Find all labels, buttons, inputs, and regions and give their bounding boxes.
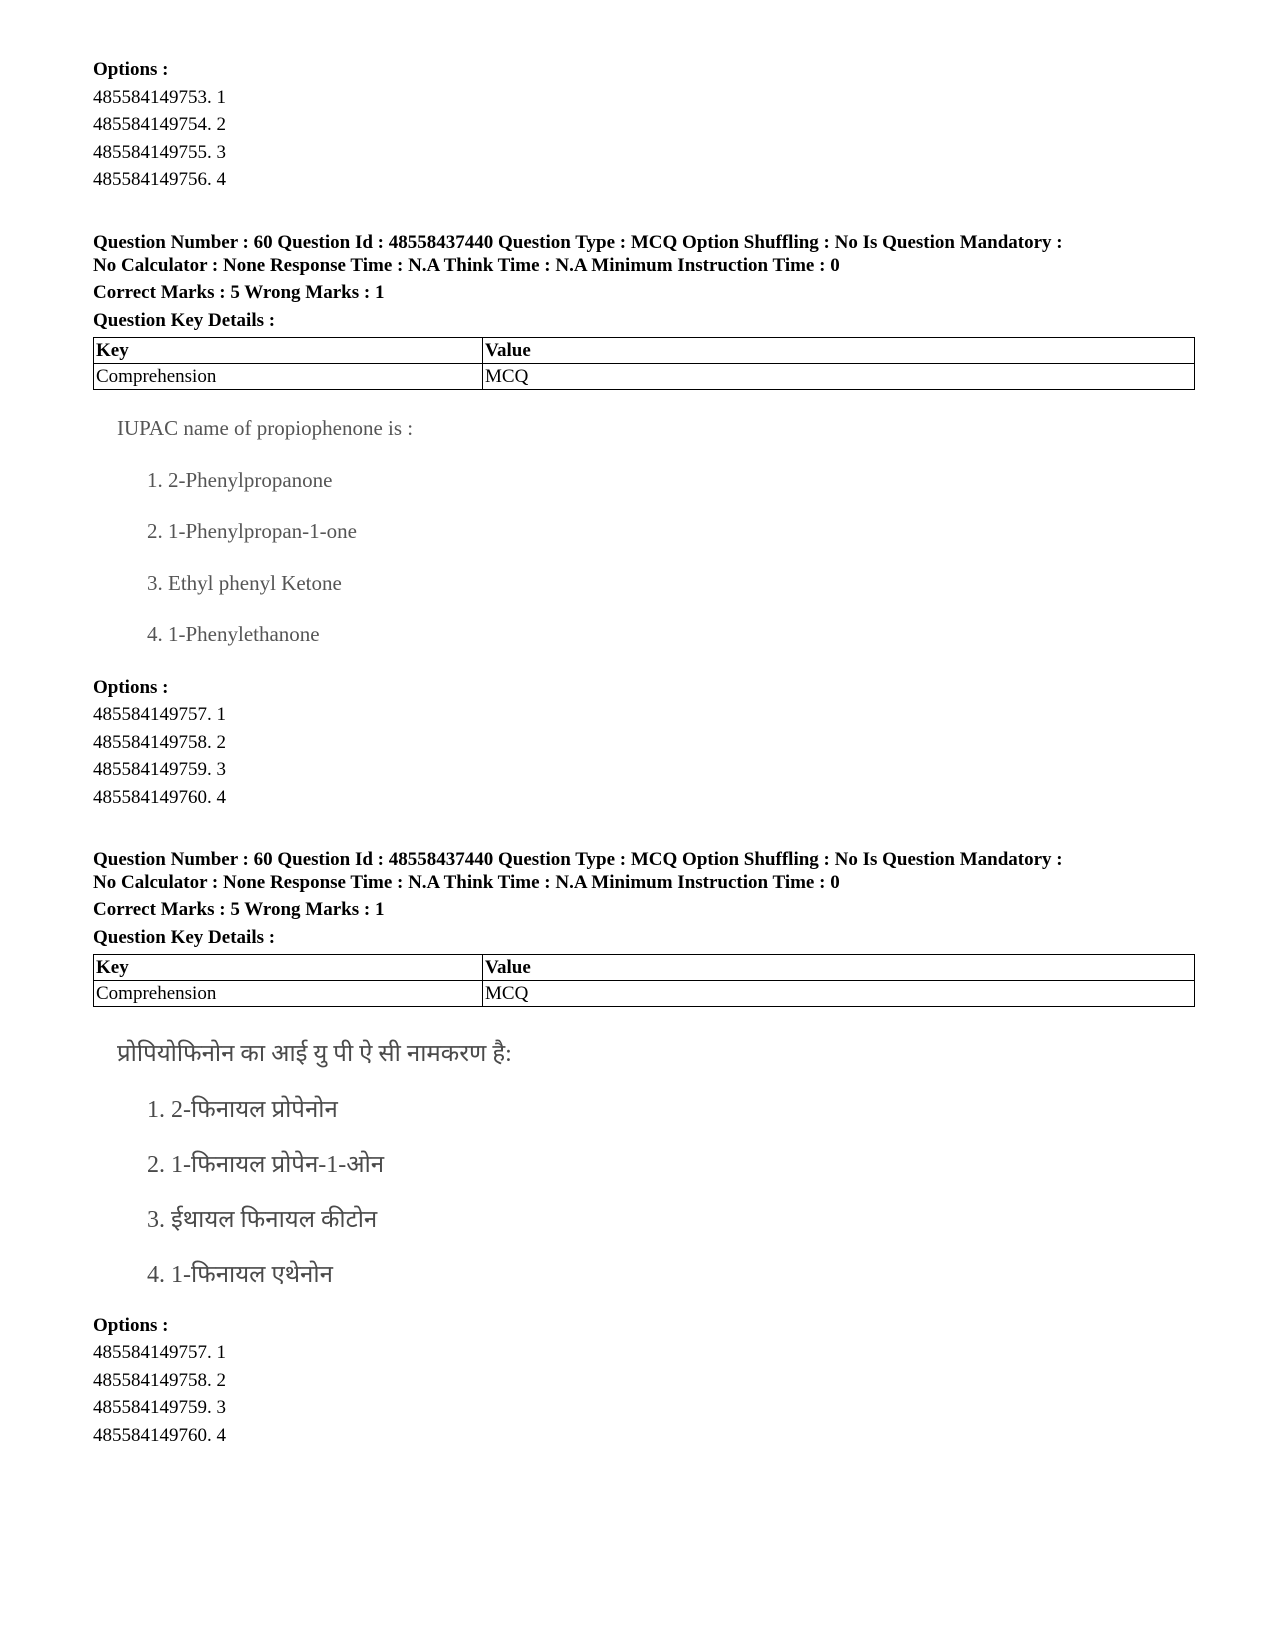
- option-item: 485584149757. 1: [93, 1342, 226, 1363]
- table-header-cell: Value: [483, 955, 1195, 981]
- options-label: Options :: [93, 59, 169, 80]
- table-header-row: [94, 955, 1195, 981]
- options-label: Options :: [93, 1315, 169, 1336]
- table-cell: MCQ: [483, 981, 1195, 1007]
- table-header-cell: Value: [483, 338, 1195, 364]
- choice-item: 4. 1-Phenylethanone: [147, 622, 320, 646]
- table-row: [94, 364, 1195, 390]
- choice-item: 1. 2-Phenylpropanone: [147, 468, 333, 492]
- choice-item: 2. 1-फिनायल प्रोपेन-1-ओन: [147, 1152, 385, 1178]
- table-header-cell: Key: [94, 955, 483, 981]
- question-stem: प्रोपियोफिनोन का आई यु पी ऐ सी नामकरण है:: [117, 1041, 512, 1067]
- option-item: 485584149758. 2: [93, 1370, 226, 1391]
- key-details-label: Question Key Details :: [93, 927, 276, 948]
- option-item: 485584149756. 4: [93, 169, 226, 190]
- table-header-cell: Key: [94, 338, 483, 364]
- choice-item: 3. Ethyl phenyl Ketone: [147, 571, 342, 595]
- option-item: 485584149759. 3: [93, 1397, 226, 1418]
- options-label: Options :: [93, 677, 169, 698]
- key-details-table: [93, 954, 1195, 1007]
- marks-line: Correct Marks : 5 Wrong Marks : 1: [93, 899, 385, 920]
- table-cell: MCQ: [483, 364, 1195, 390]
- table-cell: Comprehension: [94, 364, 483, 390]
- question-header-line1: Question Number : 60 Question Id : 48558437440 Question Type : MCQ Option Shuffling : No Is Question Mandatory :: [93, 849, 1063, 870]
- table-cell: Comprehension: [94, 981, 483, 1007]
- question-header-line1: Question Number : 60 Question Id : 48558437440 Question Type : MCQ Option Shuffling : No Is Question Mandatory :: [93, 232, 1063, 253]
- question-header-line2: No Calculator : None Response Time : N.A Think Time : N.A Minimum Instruction Time : 0: [93, 255, 840, 276]
- table-header-row: [94, 338, 1195, 364]
- key-details-table: [93, 337, 1195, 390]
- option-item: 485584149758. 2: [93, 732, 226, 753]
- marks-line: Correct Marks : 5 Wrong Marks : 1: [93, 282, 385, 303]
- option-item: 485584149759. 3: [93, 759, 226, 780]
- choice-item: 4. 1-फिनायल एथेनोन: [147, 1262, 333, 1288]
- option-item: 485584149754. 2: [93, 114, 226, 135]
- table-row: [94, 981, 1195, 1007]
- choice-item: 2. 1-Phenylpropan-1-one: [147, 519, 357, 543]
- choice-item: 3. ईथायल फिनायल कीटोन: [147, 1207, 378, 1233]
- option-item: 485584149753. 1: [93, 87, 226, 108]
- question-header-line2: No Calculator : None Response Time : N.A Think Time : N.A Minimum Instruction Time : 0: [93, 872, 840, 893]
- key-details-label: Question Key Details :: [93, 310, 276, 331]
- option-item: 485584149760. 4: [93, 787, 226, 808]
- choice-item: 1. 2-फिनायल प्रोपेनोन: [147, 1097, 338, 1123]
- question-stem: IUPAC name of propiophenone is :: [117, 416, 414, 440]
- option-item: 485584149760. 4: [93, 1425, 226, 1446]
- option-item: 485584149755. 3: [93, 142, 226, 163]
- option-item: 485584149757. 1: [93, 704, 226, 725]
